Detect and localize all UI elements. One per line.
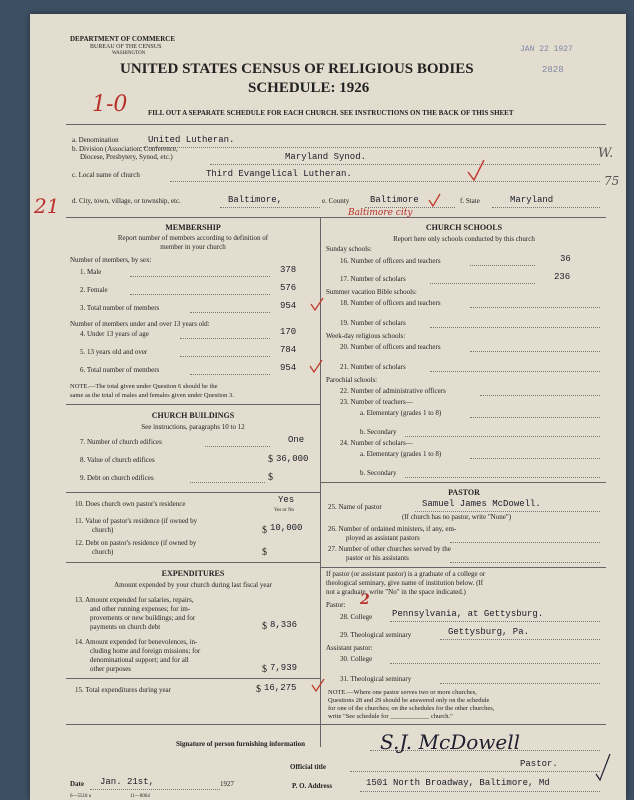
q5-label: 5. 13 years old and over (80, 348, 148, 356)
q13-line-3: provements or new buildings; and for (90, 614, 196, 622)
city-label: WASHINGTON (112, 51, 146, 56)
q10-value: Yes (278, 495, 295, 505)
q8-dollar: $ (268, 454, 273, 465)
graduate-note-1: If pastor (or assistant pastor) is a graduate of a college or (326, 570, 486, 578)
membership-intro-1: Report number of members according to definition of (117, 234, 269, 242)
q18-label: 18. Number of officers and teachers (340, 299, 441, 307)
q13-dollar: $ (262, 621, 267, 632)
q8-value: 36,000 (276, 454, 309, 464)
q11-dollar: $ (262, 525, 267, 536)
by-sex-heading: Number of members, by sex: (70, 256, 152, 264)
pastor-sublabel: Pastor: (326, 601, 346, 609)
denomination-label: a. Denomination (72, 136, 119, 144)
check-icon (429, 194, 440, 206)
q6-value: 954 (280, 363, 297, 373)
q3-label: 3. Total number of members (80, 304, 160, 312)
q13-line-1: 13. Amount expended for salaries, repairs, (75, 596, 194, 604)
q14-dollar: $ (262, 664, 267, 675)
buildings-heading: CHURCH BUILDINGS (151, 411, 235, 420)
po-address-label: P. O. Address (292, 782, 333, 790)
check-icon (310, 360, 322, 372)
q24b-label: b. Secondary (360, 469, 397, 477)
division-label-2: Diocese, Presbytery, Synod, etc.) (80, 153, 173, 161)
q30-label: 30. College (340, 655, 373, 663)
pastor-note-2: Questions 28 and 29 should be answered only on the schedule (328, 697, 490, 704)
city-label-field: d. City, town, village, or township, etc. (72, 197, 181, 205)
q14-line-3: denominational support; and for all (90, 656, 189, 664)
q14-line-1: 14. Amount expended for benevolences, in- (75, 638, 198, 646)
census-schedule-sheet (30, 14, 626, 800)
q9-label: 9. Debt on church edifices (80, 474, 154, 482)
q12-label-1: 12. Debt on pastor's residence (if owned by (75, 539, 197, 547)
q28-value: Pennsylvania, at Gettysburg. (392, 609, 544, 619)
membership-intro-2: member in your church (160, 243, 226, 251)
q6-label: 6. Total number of members (80, 366, 160, 374)
margin-mark-75: 75 (604, 174, 620, 188)
date-label: Date (70, 780, 84, 788)
q25-hint: (If church has no pastor, write "None") (402, 513, 512, 521)
weekday-heading: Week-day religious schools: (326, 332, 406, 340)
q11-label-2: church) (92, 526, 114, 534)
division-label-1: b. Division (Association, Conference, (72, 145, 178, 153)
county-value: Baltimore (370, 195, 419, 205)
graduate-note-3: not a graduate, write "No" in the space indicated.) (326, 588, 466, 596)
form-instruction: FILL OUT A SEPARATE SCHEDULE FOR EACH CHURCH. SEE INSTRUCTIONS ON THE BACK OF THIS SHEET (148, 109, 514, 117)
parochial-heading: Parochial schools: (326, 376, 378, 384)
q15-dollar: $ (256, 684, 261, 695)
q7-label: 7. Number of church edifices (80, 438, 162, 446)
q29-value: Gettysburg, Pa. (448, 627, 530, 637)
church-name-label: c. Local name of church (72, 171, 140, 179)
q3-value: 954 (280, 301, 297, 311)
schools-heading: CHURCH SCHOOLS (425, 223, 503, 232)
q19-label: 19. Number of scholars (340, 319, 406, 327)
bureau-label: BUREAU OF THE CENSUS (90, 44, 162, 50)
print-number: 11—8064 (130, 794, 150, 799)
q8-label: 8. Value of church edifices (80, 456, 155, 464)
q2-label: 2. Female (80, 286, 108, 294)
q1-label: 1. Male (80, 268, 102, 276)
state-label: f. State (460, 197, 480, 205)
q15-label: 15. Total expenditures during year (75, 686, 171, 694)
q13-value: 8,336 (270, 620, 298, 630)
q26-label-1: 26. Number of ordained ministers, if any, em- (328, 525, 457, 533)
q15-value: 16,275 (264, 683, 297, 693)
q13-line-2: and other running expenses; for im- (90, 605, 191, 613)
date-value: Jan. 21st, (100, 777, 155, 787)
official-title-label: Official title (290, 763, 326, 771)
q10-hint: Yes or No (274, 508, 295, 513)
q14-line-2: cluding home and foreign missions; for (90, 647, 201, 655)
pastor-note-1: NOTE.—Where one pastor serves two or more churches, (328, 689, 477, 696)
q23b-label: b. Secondary (360, 428, 397, 436)
membership-note-1: NOTE.—The total given under Question 6 should be the (70, 383, 218, 390)
pastor-handwritten-mark: 2 (360, 592, 370, 608)
form-title: UNITED STATES CENSUS OF RELIGIOUS BODIES (120, 61, 474, 77)
q25-value: Samuel James McDowell. (422, 499, 541, 509)
q23-label: 23. Number of teachers— (340, 398, 413, 406)
q21-label: 21. Number of scholars (340, 363, 406, 371)
q24a-label: a. Elementary (grades 1 to 8) (360, 450, 442, 458)
q26-label-2: ployed as assistant pastors (346, 534, 420, 542)
schedule-number-stamp: 2828 (542, 65, 564, 75)
q4-value: 170 (280, 327, 297, 337)
signature-value: S.J. McDowell (380, 730, 521, 754)
membership-heading: MEMBERSHIP (165, 223, 221, 232)
denomination-value: United Lutheran. (148, 135, 235, 145)
q4-label: 4. Under 13 years of age (80, 330, 149, 338)
city-value: Baltimore, (228, 195, 283, 205)
q31-label: 31. Theological seminary (340, 675, 412, 683)
check-icon (312, 679, 324, 691)
q20-label: 20. Number of officers and teachers (340, 343, 441, 351)
handwritten-code: 1-0 (92, 92, 128, 117)
q17-label: 17. Number of scholars (340, 275, 406, 283)
pastor-note-4: write "See schedule for ____________ church." (328, 713, 453, 720)
department-label: DEPARTMENT OF COMMERCE (70, 35, 176, 43)
q22-label: 22. Number of administrative officers (340, 387, 446, 395)
summer-heading: Summer vacation Bible schools: (326, 288, 417, 296)
check-marks-layer (30, 14, 626, 800)
date-year: 1927 (220, 780, 234, 788)
q16-label: 16. Number of officers and teachers (340, 257, 441, 265)
q9-dollar: $ (268, 472, 273, 483)
assistant-pastor-label: Assistant pastor: (326, 644, 373, 652)
q28-label: 28. College (340, 613, 373, 621)
po-address-value: 1501 North Broadway, Baltimore, Md (366, 778, 550, 788)
q11-label-1: 11. Value of pastor's residence (if owned by (75, 517, 198, 525)
q2-value: 576 (280, 283, 297, 293)
q25-label: 25. Name of pastor (328, 503, 382, 511)
handwritten-margin-number: 21 (34, 194, 60, 218)
county-label: e. County (322, 197, 350, 205)
q27-label-2: pastor or his assistants (346, 554, 409, 562)
pastor-heading: PASTOR (448, 488, 480, 497)
ink-check-icon (596, 754, 610, 780)
county-handwritten: Baltimore city (348, 208, 413, 218)
check-icon (468, 160, 484, 180)
q27-label-1: 27. Number of other churches served by the (328, 545, 451, 553)
q10-label: 10. Does church own pastor's residence (75, 500, 186, 508)
margin-mark-w: W. (598, 146, 614, 161)
membership-note-2: same as the total of males and females given under Question 3. (70, 392, 234, 399)
sunday-heading: Sunday schools: (326, 245, 372, 253)
q23a-label: a. Elementary (grades 1 to 8) (360, 409, 442, 417)
expenditures-sub: Amount expended by your church during last fiscal year (114, 581, 272, 589)
pastor-note-3: for one of the churches; on the schedules for the other churches, (328, 705, 495, 712)
q14-value: 7,939 (270, 663, 298, 673)
q11-value: 10,000 (270, 523, 303, 533)
q24-label: 24. Number of scholars— (340, 439, 413, 447)
state-value: Maryland (510, 195, 554, 205)
q29-label: 29. Theological seminary (340, 631, 412, 639)
q13-line-4: payments on church debt (90, 623, 161, 631)
official-title-value: Pastor. (520, 759, 558, 769)
check-icon (311, 298, 323, 310)
q16-value: 36 (560, 254, 571, 264)
schools-sub: Report here only schools conducted by this church (393, 235, 535, 243)
q12-dollar: $ (262, 547, 267, 558)
division-value: Maryland Synod. (285, 152, 367, 162)
q17-value: 236 (554, 272, 571, 282)
q5-value: 784 (280, 345, 297, 355)
graduate-note-2: theological seminary, give name of institution below. (If (326, 579, 484, 587)
signature-label: Signature of person furnishing information (176, 740, 305, 748)
expenditures-heading: EXPENDITURES (161, 569, 225, 578)
q7-value: One (288, 435, 305, 445)
q1-value: 378 (280, 265, 297, 275)
q12-label-2: church) (92, 548, 114, 556)
form-number: 6—5518 a (70, 794, 91, 799)
form-subtitle: SCHEDULE: 1926 (248, 80, 370, 96)
church-name-value: Third Evangelical Lutheran. (206, 169, 352, 179)
by-age-heading: Number of members under and over 13 years old: (70, 320, 210, 328)
received-date-stamp: JAN 22 1927 (520, 45, 573, 54)
q14-line-4: other purposes (90, 665, 132, 673)
buildings-sub: See instructions, paragraphs 10 to 12 (141, 423, 245, 431)
